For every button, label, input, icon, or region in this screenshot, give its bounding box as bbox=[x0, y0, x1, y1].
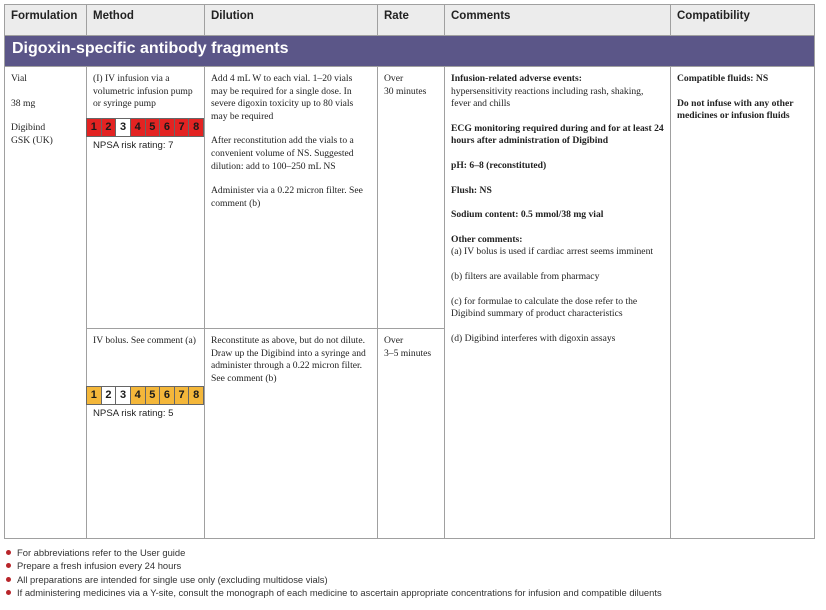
risk-box: 6 bbox=[159, 118, 175, 137]
risk-box: 6 bbox=[159, 386, 175, 405]
formulation-brand: Digibind bbox=[11, 122, 46, 134]
header-rate: Rate bbox=[378, 5, 445, 36]
dilution-text: Add 4 mL W to each vial. 1–20 vials may be required for a single dose. In severe digoxin toxicity up to 80 vials may be required bbox=[211, 73, 354, 122]
dilution-text: Administer via a 0.22 micron filter. See comment (b) bbox=[211, 185, 363, 209]
dilution-cell-infusion bbox=[205, 67, 378, 329]
dilution-cell-bolus bbox=[205, 329, 378, 539]
dilution-text: Reconstitute as above, but do not dilute. Draw up the Digibind into a syringe and administer through a 0.22 micron filter. See comment (b) bbox=[211, 335, 366, 384]
risk-scale bbox=[87, 386, 204, 405]
risk-box: 4 bbox=[130, 118, 146, 137]
footnote-item: For abbreviations refer to the User guide bbox=[5, 546, 662, 559]
compatibility-warning: Do not infuse with any other medicines or infusion fluids bbox=[677, 97, 794, 122]
formulation-maker: GSK (UK) bbox=[11, 134, 53, 146]
comment-c: (c) for formulae to calculate the dose refer to the Digibind summary of product characteristics bbox=[451, 295, 638, 320]
monograph-table bbox=[4, 4, 815, 539]
risk-box: 5 bbox=[145, 386, 161, 405]
footnote-item: Prepare a fresh infusion every 24 hours bbox=[5, 559, 662, 572]
comment-d: (d) Digibind interferes with digoxin assays bbox=[451, 332, 616, 344]
footnote-item: All preparations are intended for single use only (excluding multidose vials) bbox=[5, 573, 662, 586]
method-label: IV bolus. See comment (a) bbox=[93, 335, 196, 346]
header-formulation: Formulation bbox=[5, 5, 87, 36]
header-compatibility: Compatibility bbox=[671, 5, 815, 36]
risk-scale bbox=[87, 118, 204, 137]
header-method: Method bbox=[87, 5, 205, 36]
npsa-risk-rating: NPSA risk rating: 5 bbox=[93, 408, 174, 419]
footnote-item: If administering medicines via a Y-site, consult the monograph of each medicine to ascertain appropriate concentrations for infusion and compatible diluents bbox=[5, 586, 662, 599]
comment-b: (b) filters are available from pharmacy bbox=[451, 270, 600, 282]
risk-box: 1 bbox=[86, 118, 102, 137]
risk-box: 8 bbox=[188, 118, 204, 137]
rate-cell-infusion bbox=[378, 67, 445, 329]
header-dilution: Dilution bbox=[205, 5, 378, 36]
risk-box: 5 bbox=[145, 118, 161, 137]
risk-box: 2 bbox=[101, 386, 117, 405]
npsa-risk-rating: NPSA risk rating: 7 bbox=[93, 139, 174, 151]
comments-cell bbox=[445, 67, 671, 539]
sodium-note: Sodium content: 0.5 mmol/38 mg vial bbox=[451, 209, 604, 221]
ph-note: pH: 6–8 (reconstituted) bbox=[451, 159, 547, 171]
flush-note: Flush: NS bbox=[451, 184, 492, 196]
method-label: (I) IV infusion via a volumetric infusion pump or syringe pump bbox=[93, 73, 193, 110]
formulation-vial: Vial bbox=[11, 73, 27, 84]
rate-text: 3–5 minutes bbox=[384, 347, 432, 359]
adverse-events-text: hypersensitivity reactions including rash, shaking, fever and chills bbox=[451, 85, 644, 110]
risk-box: 7 bbox=[174, 386, 190, 405]
adverse-events-title: Infusion-related adverse events: bbox=[451, 73, 582, 84]
compatibility-cell bbox=[671, 67, 815, 539]
rate-text: Over bbox=[384, 73, 404, 84]
rate-text: Over bbox=[384, 335, 404, 346]
rate-cell-bolus bbox=[378, 329, 445, 539]
risk-box: 4 bbox=[130, 386, 146, 405]
formulation-strength: 38 mg bbox=[11, 97, 36, 109]
risk-box: 3 bbox=[115, 386, 131, 405]
comment-a: (a) IV bolus is used if cardiac arrest seems imminent bbox=[451, 246, 654, 258]
dilution-text: After reconstitution add the vials to a convenient volume of NS. Suggested dilution: add to 100–250 mL NS bbox=[211, 135, 354, 172]
drug-title: Digoxin-specific antibody fragments bbox=[5, 36, 815, 67]
header-row bbox=[5, 5, 815, 36]
risk-box: 3 bbox=[115, 118, 131, 137]
rate-text: 30 minutes bbox=[384, 85, 427, 97]
risk-box: 2 bbox=[101, 118, 117, 137]
footnotes bbox=[5, 546, 662, 600]
method-cell-bolus bbox=[87, 329, 205, 539]
risk-box: 8 bbox=[188, 386, 204, 405]
drug-title-row bbox=[5, 36, 815, 67]
formulation-cell bbox=[5, 67, 87, 539]
risk-box: 7 bbox=[174, 118, 190, 137]
method-row-1 bbox=[5, 67, 815, 329]
header-comments: Comments bbox=[445, 5, 671, 36]
other-comments-title: Other comments: bbox=[451, 233, 523, 245]
ecg-note: ECG monitoring required during and for at least 24 hours after administration of Digibind bbox=[451, 122, 664, 147]
compatible-fluids: Compatible fluids: NS bbox=[677, 73, 769, 84]
risk-box: 1 bbox=[86, 386, 102, 405]
method-cell-infusion bbox=[87, 67, 205, 329]
